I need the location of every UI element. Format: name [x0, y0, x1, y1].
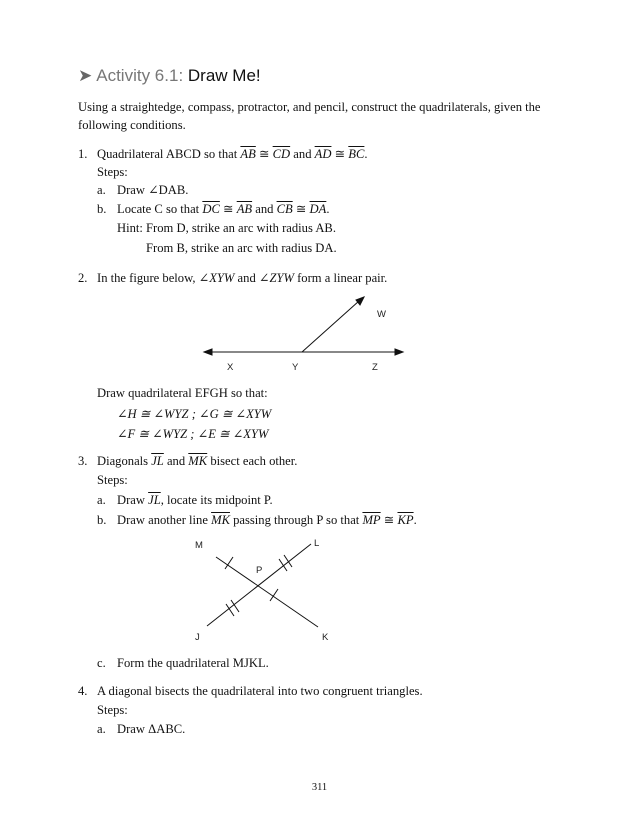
intro-line-1: Using a straightedge, compass, protractor, and pencil, construct the quadrilaterals, given the	[78, 100, 541, 114]
item-2-number: 2.	[78, 271, 88, 285]
item-2-statement: In the figure below, ∠XYW and ∠ZYW form a linear pair.	[97, 271, 388, 285]
label-z: Z	[372, 362, 378, 373]
label-w: W	[377, 309, 386, 320]
item-4-step-a-label: a.	[97, 722, 106, 736]
item-3-step-a: Draw $\overline{JL}$, locate its midpoint P.	[117, 493, 273, 507]
item-1-number: 1.	[78, 147, 88, 161]
item-1-step-a-label: a.	[97, 183, 106, 197]
item-4-step-a: Draw ΔABC.	[117, 722, 186, 736]
arrowhead-left-icon	[204, 349, 212, 355]
item-4-number: 4.	[78, 684, 88, 698]
label-y: Y	[292, 362, 299, 373]
item-3-step-a-label: a.	[97, 493, 106, 507]
label-x: X	[227, 362, 234, 373]
activity-label: Activity 6.1:	[96, 66, 184, 85]
arrowhead-right-icon	[395, 349, 403, 355]
activity-title: Draw Me!	[187, 66, 261, 85]
segment-cd: $\overline{CD}$	[272, 147, 291, 161]
label-p: P	[256, 565, 263, 576]
arrowhead-w-icon	[356, 297, 364, 305]
tick-pl-1	[279, 559, 287, 571]
label-l: L	[314, 538, 320, 549]
label-k: K	[322, 632, 329, 643]
item-2-condition-2: ∠F ≅ ∠WYZ ; ∠E ≅ ∠XYW	[117, 427, 269, 441]
item-1-step-b: Locate C so that $\overline{DC}$ ≅ $\overline{AB}$ and $\overline{CB}$ ≅ $\overline{DA}$.	[117, 202, 330, 216]
label-m: M	[195, 540, 203, 551]
tick-pl-2	[284, 555, 292, 567]
item-2-condition-1: ∠H ≅ ∠WYZ ; ∠G ≅ ∠XYW	[117, 407, 272, 421]
tick-mp	[225, 557, 233, 569]
item-2-draw: Draw quadrilateral EFGH so that:	[97, 386, 268, 400]
item-3-step-b-label: b.	[97, 513, 107, 527]
item-1-statement: Quadrilateral ABCD so that $\overline{AB}$ ≅ $\overline{CD}$ and $\overline{AD}$ ≅ $\overline{BC}$.	[97, 147, 368, 161]
item-3-steps: Steps:	[97, 473, 128, 487]
item-3-step-c-label: c.	[97, 656, 106, 670]
item-3-number: 3.	[78, 454, 88, 468]
intro-line-2: following conditions.	[78, 118, 186, 132]
segment-ad: $\overline{AD}$	[314, 147, 332, 161]
item-3-statement: Diagonals $\overline{JL}$ and $\overline{MK}$ bisect each other.	[97, 454, 298, 468]
label-j: J	[195, 632, 200, 643]
item-1-hint-2: From B, strike an arc with radius DA.	[146, 241, 337, 255]
segment-bc: $\overline{BC}$	[348, 147, 365, 161]
item-1-steps: Steps:	[97, 165, 128, 179]
arrow-bullet-icon: ➤	[78, 66, 93, 85]
diagonal-mk	[216, 557, 318, 627]
item-1-step-a: Draw ∠DAB.	[117, 183, 189, 197]
item-1-step-b-label: b.	[97, 202, 107, 216]
item-4-steps: Steps:	[97, 703, 128, 717]
diagonals-figure	[207, 544, 318, 627]
page-number: 311	[311, 782, 328, 793]
segment-ab: $\overline{AB}$	[240, 147, 256, 161]
linear-pair-figure	[204, 297, 403, 355]
diagonal-jl	[207, 544, 311, 626]
item-3-step-b: Draw another line $\overline{MK}$ passing through P so that $\overline{MP}$ ≅ $\overline{KP}$.	[117, 513, 417, 527]
ray-yw	[302, 301, 359, 352]
item-1-hint-1: Hint: From D, strike an arc with radius AB.	[117, 221, 336, 235]
item-4-statement: A diagonal bisects the quadrilateral into two congruent triangles.	[97, 684, 423, 698]
item-3-step-c: Form the quadrilateral MJKL.	[117, 656, 269, 670]
